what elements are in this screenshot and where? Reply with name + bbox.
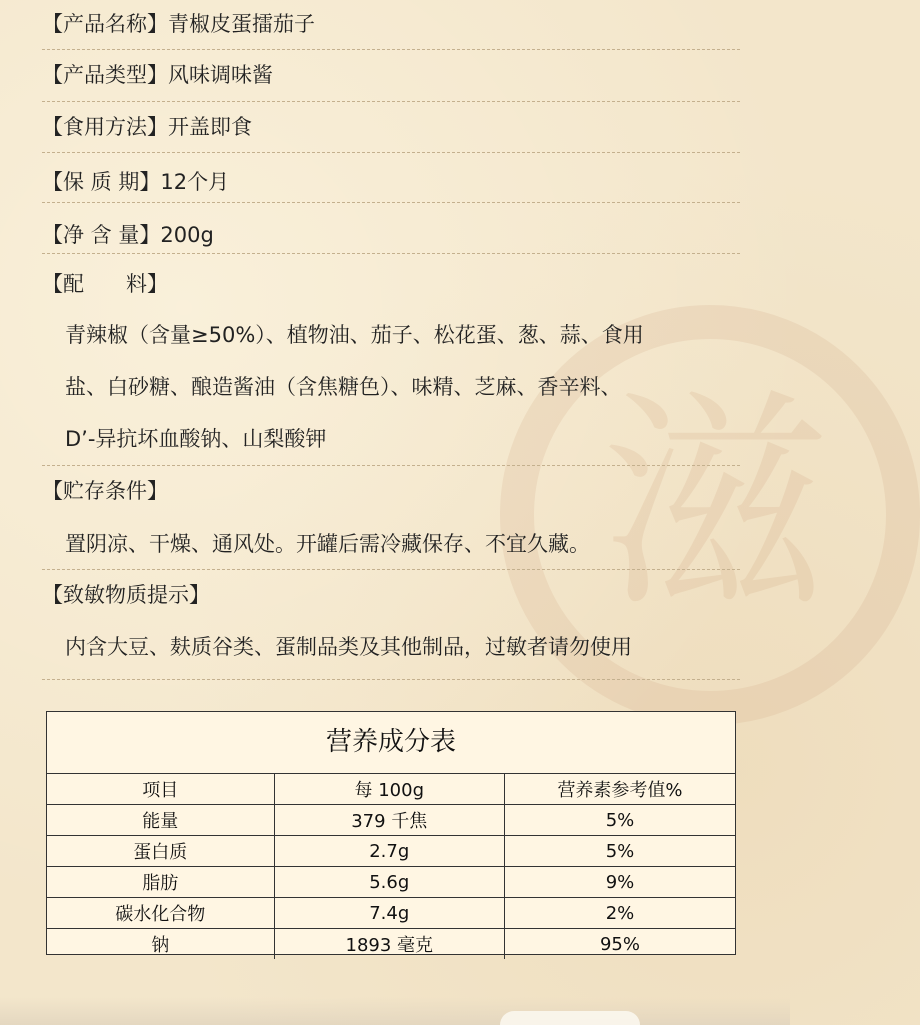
bottom-decoration (0, 997, 790, 1025)
product-name-value: 青椒皮蛋擂茄子 (168, 12, 315, 36)
divider (42, 465, 740, 466)
nutrition-table (46, 711, 736, 955)
storage-text: 置阴凉、干燥、通风处。开罐后需冷藏保存、不宜久藏。 (65, 532, 590, 556)
shelf-life-label: 【保 质 期】 (42, 170, 161, 194)
table-row (47, 836, 735, 867)
nutrient-nrv: 2% (505, 898, 736, 929)
nutrient-amount: 7.4g (274, 898, 504, 929)
divider (42, 49, 740, 50)
product-type-row (42, 61, 740, 89)
divider (42, 152, 740, 153)
nutrient-name: 脂肪 (47, 867, 274, 898)
usage-value: 开盖即食 (168, 115, 252, 139)
storage-label: 【贮存条件】 (42, 479, 168, 503)
header-item: 项目 (47, 774, 274, 805)
net-content-label: 【净 含 量】 (42, 223, 161, 247)
divider (42, 202, 740, 203)
ingredients-label: 【配 料】 (42, 272, 168, 296)
product-type-value: 风味调味酱 (168, 63, 273, 87)
nutrient-nrv: 5% (505, 836, 736, 867)
ingredients-line: D’-异抗坏血酸钠、山梨酸钾 (65, 427, 327, 451)
table-row (47, 898, 735, 929)
divider (42, 679, 740, 680)
nutrient-name: 蛋白质 (47, 836, 274, 867)
header-per-100g: 每 100g (274, 774, 504, 805)
nutrient-name: 能量 (47, 805, 274, 836)
divider (42, 101, 740, 102)
nutrient-nrv: 95% (599, 933, 640, 955)
product-name-label: 【产品名称】 (42, 12, 168, 36)
header-nrv: 营养素参考值% (505, 774, 736, 805)
table-row (47, 805, 735, 836)
net-content-row (42, 221, 740, 249)
ingredients-line: 青辣椒（含量≥50%）、植物油、茄子、松花蛋、葱、蒜、食用 (65, 323, 644, 347)
net-content-value: 200g (160, 223, 214, 247)
ingredients-line: 盐、白砂糖、酿造酱油（含焦糖色）、味精、芝麻、香辛料、 (65, 375, 622, 399)
table-row (47, 867, 735, 898)
nutrient-amount: 379 千焦 (274, 805, 504, 836)
product-type-label: 【产品类型】 (42, 63, 168, 87)
nutrient-amount: 1893 毫克 (274, 929, 504, 960)
usage-label: 【食用方法】 (42, 115, 168, 139)
shelf-life-row (42, 168, 740, 196)
shelf-life-value: 12个月 (160, 170, 230, 194)
decorative-wisp (500, 1011, 640, 1025)
table-header-row (47, 774, 735, 805)
nutrient-amount: 2.7g (274, 836, 504, 867)
usage-row (42, 113, 740, 141)
nutrition-title: 营养成分表 (47, 712, 735, 774)
background-seal-character: 滋 (600, 371, 831, 638)
nutrient-name: 钠 (47, 929, 274, 960)
allergen-label: 【致敏物质提示】 (42, 583, 210, 607)
divider (42, 253, 740, 254)
nutrient-nrv: 9% (505, 867, 736, 898)
allergen-text: 内含大豆、麸质谷类、蛋制品类及其他制品，过敏者请勿使用 (65, 635, 632, 659)
nutrient-nrv: 5% (505, 805, 736, 836)
divider (42, 569, 740, 570)
table-row (47, 929, 735, 960)
nutrient-amount: 5.6g (274, 867, 504, 898)
nutrition-grid (47, 774, 735, 959)
product-name-row (42, 10, 740, 38)
nutrient-name: 碳水化合物 (47, 898, 274, 929)
